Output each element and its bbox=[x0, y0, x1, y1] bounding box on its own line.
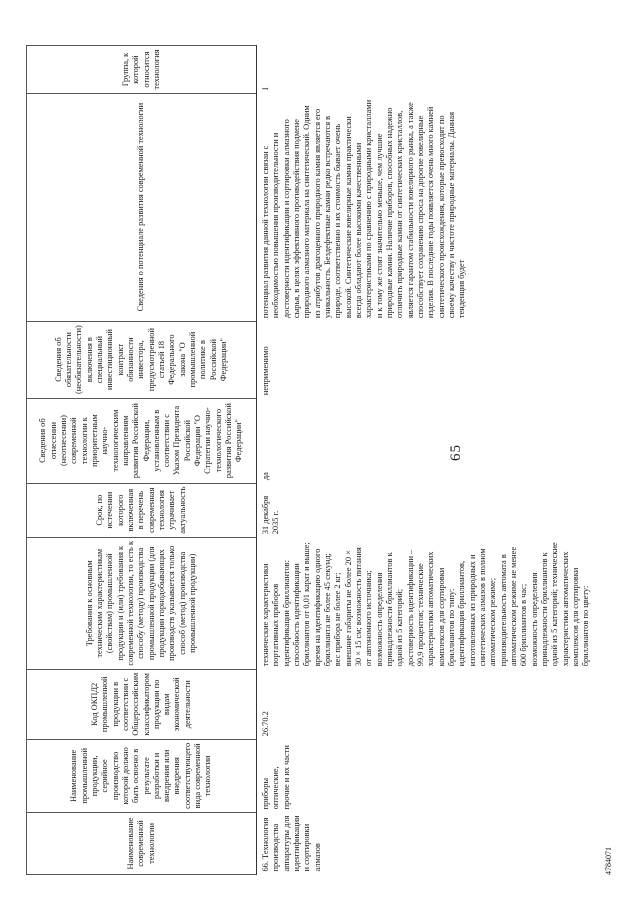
technology-name: Технология производства аппаратуры для идентификации и сортировки алмазов bbox=[261, 815, 322, 872]
header-technology-name: Наименование современной технологии bbox=[27, 812, 257, 874]
cell-potential: потенциал развития данной технологии связан с необходимостью повышения производительности и достоверности идентификации и сортировки алмазного сырья, в целях эффективного противодействия подмене природного алмазного материала на синтетический. Одним из атрибутов драгоценного природного камня является его уникальность. Бездефектные камни редко встречаются в природе, соответственно и их стоимость бывает очень высокой. Синтетические ювелирные камни практически всегда обладают более высокими качественными характеристиками по сравнению с природными кристаллами и к тому же стоят значительно меньше, чем лучшие природные камни. Наличие приборов, способных надежно отличить природные камни от синтетических кристаллов, является гарантом стабильности ювелирного рынка, а также способствует сохранению спроса на дорогие ювелирные изделия. В последние годы появляется очень много камней синтетического происхождения, которые превосходят по своему качеству и чистоте природные материалы. Данная тенденция будет bbox=[261, 99, 467, 319]
header-requirements: Требования к основным техническим характеристикам (свойствам) промышленной продукции и (или) требования к современной технологии, то есть к способу (методу) производства промышленной продукции (для продукции горнодобывающих производств указывается только способ (метод) производства промышленной продукции) bbox=[27, 537, 257, 669]
cell-group: I bbox=[261, 87, 270, 91]
page-number: 65 bbox=[448, 444, 464, 461]
cell-deadline: 31 декабря 2035 г. bbox=[261, 495, 281, 535]
document-id: 4784071 bbox=[604, 847, 613, 875]
table-body bbox=[257, 46, 594, 875]
table-header bbox=[27, 46, 257, 875]
header-priority-direction: Сведения об отнесении (неотнесении) современной технологии к приоритетным научно-технологическим направлениям развития Российской Федерации, установленным в соответствии с Указом Президента Российской Федерации "О Стратегии научно-технологического развития Российской Федерации" bbox=[27, 398, 257, 483]
cell-requirements: технические характеристики портативных приборов идентификации бриллиантов: способность идентификации бриллиантов от 0,01 карат и выше; время на идентификацию одного бриллианта не более 45 секунд; вес прибора не более 2 кг; внешние габариты не более 20 × 30 × 15 см; возможность питания от автономного источника; возможность определения принадлежности бриллиантов к одной из 5 категорий; достоверность идентификации – 99,9 процентов; технические характеристики автоматических комплексов для сортировки бриллиантов по типу: идентификация бриллиантов, изготовленных из природных и синтетических алмазов в полном автоматическом режиме; производительность автомата в автоматическом режиме не менее 600 бриллиантов в час; возможность определения принадлежности бриллиантов к одной из 5 категорий; технические характеристики автоматических комплексов для сортировки бриллиантов по цвету: bbox=[261, 542, 591, 667]
cell-product: приборы оптические, прочие и их части bbox=[261, 745, 291, 810]
cell-technology bbox=[257, 812, 594, 874]
cell-okpd2: 26.70.2 bbox=[261, 711, 270, 737]
header-development-potential: Сведения о потенциале развития современной технологии bbox=[27, 93, 257, 321]
header-product-name: Наименование промышленной продукции, серийное производство которой должно быть освоено в результате разработки и внедрения или внедрения соответствующего вида современной технологии bbox=[27, 739, 257, 812]
header-contract-obligation: Сведения об обязательности (необязательности) включения в специальный инвестиционный контракт обязанности инвестора, предусмотренной статьей 18 Федерального закона "О промышленной политике в Российской Федерации" bbox=[27, 321, 257, 398]
technology-table bbox=[26, 45, 594, 875]
table-row bbox=[257, 46, 594, 875]
header-deadline: Срок, по истечении которого включенная в перечень современная технология утрачивает актуальность bbox=[27, 483, 257, 537]
row-number: 66. bbox=[261, 861, 270, 872]
header-row bbox=[27, 46, 257, 875]
header-okpd2-code: Код ОКПД2 промышленной продукции в соответствии с Общероссийским классификатором продукции по видам экономической деятельности bbox=[27, 669, 257, 739]
header-technology-group: Группа, к которой относится технология bbox=[27, 46, 257, 93]
cell-priority: да bbox=[261, 472, 270, 481]
cell-obligation: неприменимо bbox=[261, 346, 270, 396]
